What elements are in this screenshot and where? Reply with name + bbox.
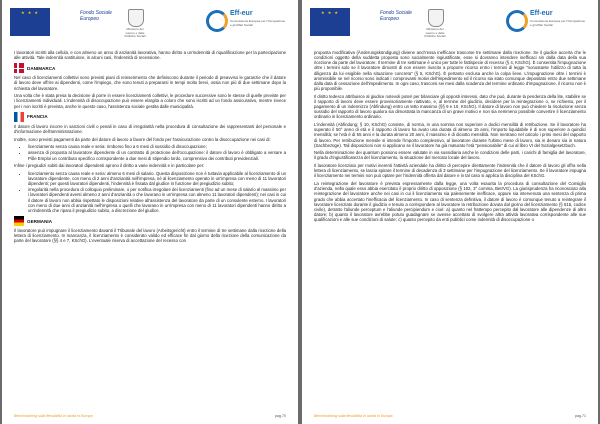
emblem-caption: Ministero del Lavoro e delle Politiche Sociali [424, 27, 446, 38]
section-germany [14, 216, 286, 226]
page-number: pag.71 [575, 414, 586, 418]
denmark-paragraph-1: Nel caso di licenziamenti collettivi sono previsti piani di reinserimento che definiscono durante il periodo di preavviso le garanzie che il datore di lavoro deve offrire ai dipendenti, come l'impiego, che sono tenuti a prepararsi in tempi molto brevi, ossia non più di due settimane dopo la richiesta del lavoratore. [14, 75, 286, 91]
section-title-germany: GERMANIA [27, 218, 53, 224]
germany-paragraph-reinstatement: La reintegrazione del lavoratore è prevista espressamente dalla legge, una volta esaurita la procedura di consultazione del Consiglio d'azienda, nella quale esso abbia esercitato il proprio diritto di opposizione (§ 102, 3° comma, BetrVG). La giurisprudenza ha riconosciuto alla reintegrazione del lavoratore anche nei casi in cui il licenziamento sia palesemente inefficace, oppure sia intervenuta una sentenza di prima grado che abbia accertato l'inefficacia del licenziamento. In caso di sentenza definitiva, il datore di lavoro è comunque tenuto a reintegrare il lavoratore licenziato durante il giudizio e tenuto a corrispondere al lavoratore la retribuzione dovuta dal giorno del licenziamento (§ 615, codice civile), detratto l'aliunde perceptum e l'aliunde percipiendum e cioè: a) quanto nel frattempo percepito dal lavoratore alle dipendenze di altro datore; b) quanto il lavoratore avrebbe potuto guadagnare se avesse accettato di svolgere altra attività lavorativa corrispondente alle sue qualificazioni e alle sue condizioni di salute; c) quanto percepito da enti pubblici come indennità di disoccupazione o [314, 181, 586, 223]
partner-logo [206, 8, 286, 36]
document-page-left [2, 0, 298, 424]
france-paragraph-2: Inoltre, sono previsti pagamenti da parte del datore di lavoro a favore del fondo per l'assicurazione contro la disoccupazione nei casi di: [14, 136, 271, 142]
germany-paragraph-1: Il lavoratore può impugnare il licenziamento davanti il Tribunale del lavoro (Arbeitsgericht) entro il termine di tre settimane dalla ricezione della lettera di licenziamento. In mancanza, il licenziamento è considerato valido ed efficace fin dal giorno della ricezione della comunicazione da parte del lavoratore (§§ 4 e 7, KSchG). L'eventuale riserva di accettazione del recesso con [14, 228, 286, 244]
germany-flag-icon [14, 216, 24, 226]
fse-logo-text: Fondo Sociale Europeo [380, 10, 412, 22]
eu-flag-logo [310, 8, 350, 36]
list-item: • irregolarità nella procedura di colloquio preliminare, o per notifica irregolare dei licenziamenti (fino ad un mese di salario al massimo per i lavoratori dipendenti aventi almeno 2 anni d'anzianità o che lavorano in un'impresa con almeno 11 lavoratori dipendenti); nei casi in cui il datore di lavoro non abbia rispettato le disposizioni relative all'assistenza del lavoratore da parte di un consulente esterno. I lavoratori con meno di due anni di anzianità nell'impresa o quelli che lavorano in un'impresa con meno di 11 lavoratori dipendenti hanno diritto a un'indennità che ripara il pregiudizio subito, a discrezione del giudice. [28, 187, 286, 213]
fse-logo [380, 10, 416, 34]
page-header [302, 2, 598, 42]
eu-logo-stars: ★ ★ ★ [21, 10, 39, 15]
intro-paragraph: I lavoratori iscritti alla cellula, e con almeno un anno di anzianità lavorativa, hanno diritto a un'indennità di riqualificazione per la partecipazione alle attività. Tale indennità sostituisce, in alcuni casi, l'indennità di recessione. [14, 50, 286, 61]
section-denmark [14, 63, 286, 73]
ministry-emblem-logo [420, 6, 450, 38]
page-body [14, 50, 286, 402]
partner-subtitle: Commissione Europea per l'Occupazione e gli Affari Sociali [530, 19, 586, 27]
emblem-shield-icon [428, 9, 444, 27]
section-title-france: FRANCIA [27, 114, 48, 120]
emblem-caption: Ministero del Lavoro e delle Politiche Sociali [124, 27, 146, 38]
germany-paragraph-quantum: Nella determinazione dei quantum possono essere valutate in via sussidiaria anche le condizioni delle parti, i carichi di famiglia del lavoratore, il grado d'ingiustificatezza del licenziamento, la situazione del mercato locale del lavoro. [314, 150, 586, 161]
section-france [14, 112, 286, 122]
ministry-emblem-logo [120, 6, 150, 38]
page-number: pag.70 [275, 414, 286, 418]
page-footer [14, 414, 286, 418]
footer-text: Benchmarking sulla flessibilità in uscita in Europa [314, 414, 393, 418]
partner-brand: Eff-eur [230, 10, 253, 17]
partner-subtitle: Commissione Europea per l'Occupazione e gli Affari Sociali [230, 19, 286, 27]
germany-paragraph-continued: proposta modificativa (Änderungskündigung) diviene anch'essa inefficace trascorse tre settimane dalla ricezione. Se il giudice accerta che le condizioni oggetto della suddetta proposta sono socialmente ingiustificate, esse si dovranno intendere inefficaci sin dalla data della sua ricezione da parte del lavoratore. Il termine di tre settimane è unico per tutte le fattispecie di recesso (§ 4, KSchG). È consentita l'impugnazione oltre i termini solo se il lavoratore dimostri di non essere riuscito a proporre ricorso entro i termini di legge "nonostante l'utilizzo di tutta la diligenza da lui esigibile nella situazione concreta" (§ 5, KSchG). È pertanto esclusa anche la colpa lieve. L'impugnazione oltre i termini è ammissibile se nel ricorso sono indicati i comprovanti motivi dell'impedimento ed il ricorso sia stato comunque depositato entro due settimane dalla data di cessazione dell'impedimento. In ogni caso, trascorsi sei mesi dalla scadenza del termine ordinario d'impugnazione, il ricorso non è più proponibile. [314, 50, 587, 92]
denmark-paragraph-2: Una volta che è stata presa la decisione di porre in essere licenziamenti collettivi, le procedure successive sono le stesse di quelle previste per i licenziamenti individuali. L'indennità di disoccupazione può essere elargita a coloro che sono iscritti ad un fondo assicurativo, mentre invece per i non iscritti è prevista, anche in questo caso, l'assistenza sociale gestita dalle municipalità. [14, 93, 286, 109]
section-title-denmark: DANIMARCA [27, 65, 56, 71]
france-flag-icon [14, 112, 24, 122]
france-paragraph-1: Il datore di lavoro incorre in sanzioni civili o penali in caso di irregolarità nella procedura di consultazione dei rappresentanti del personale e d'informazione dell'amministrazione. [14, 123, 286, 134]
fse-logo-text: Fondo Sociale Europeo [80, 10, 112, 22]
partner-mark-icon [506, 10, 528, 32]
partner-mark-icon [206, 10, 228, 32]
partner-brand: Eff-eur [530, 10, 553, 17]
footer-text: Benchmarking sulla flessibilità in uscita in Europa [14, 414, 93, 418]
document-page-right [302, 0, 598, 424]
germany-paragraph-indemnity: L'indennità (Abfindung; § 10, KSchG) consiste, di norma, in una somma non superiore a dodici mensilità di retribuzione. Se il lavoratore ha superato il 50° anno di età e il rapporto di lavoro ha avuto una durata di almeno 15 anni, l'importo liquidabile è di non superiore a quindici mensilità; se l'età è di 55 anni e la durata almeno 20 anni, il massimo è di diciotto mensilità. Non rientrano nel calcolo i primi mesi del rapporto di lavoro. Per retribuzione mensile si intende l'importo complessivo, al lavoratore durante l'ultimo mese di lavoro, sia in denaro sia in natura (Sachbezüge). Tali disposizioni non si applicano se il lavoratore ha già maturato l'età "pensionabile" di cui al libro VI del Sozialgesetzbuch. [314, 122, 586, 148]
emblem-shield-icon [128, 9, 144, 27]
list-item: • assenza di proposta al lavoratore dipendente di un contratto di protezione dell'occupazione: il datore di lavoro è obbligato a versare a Pôle Emploi un contributo specifico corrispondente a due mesi di stipendio lordo, comprensivo dei contributi previdenziali. [28, 150, 286, 160]
eu-logo-stars: ★ ★ ★ [321, 10, 339, 15]
denmark-flag-icon [14, 63, 24, 73]
eu-flag-logo [10, 8, 50, 36]
france-paragraph-3: Infine i pregiudizi subiti dai lavoratori dipendenti aprono il diritto a varie indennità e in particolare per: [14, 163, 205, 169]
partner-logo [506, 8, 586, 36]
germany-paragraph-judge-powers: Il diritto tedesco attribuisce al giudice notevoli poteri per bilanciare gli opposti interessi, dato che può, durante la pendenza della lite, stabilire se il rapporto di lavoro deve essere provvisoriamente riattivato, e, al termine del giudizio, decidere per la reintegrazione o, se richiesto, per il pagamento di un indennizzo (Abfindung) entro un tetto massimo (§§ 9 e 10, KSchG). Il datore di lavoro non può chiedere la risoluzione senza sussidio del rapporto di lavoro qualora sia dimostrata la mancanza di un grave motivo e non sia nemmeno possibile convertire il licenziamento ordinario in licenziamento ordinario. [314, 93, 586, 120]
france-list-1 [14, 144, 286, 160]
france-list-2 [14, 171, 286, 213]
page-body [314, 50, 586, 402]
page-footer [314, 414, 586, 418]
fse-logo [80, 10, 116, 34]
list-item: • licenziamento senza causa reale e seria: almeno 6 mesi di salario. Questa disposizione non è tuttavia applicabile al licenziamento di un lavoratore dipendente, con meno di 2 anni d'anzianità nell'impresa, né al licenziamento operato in un'impresa con meno di 11 lavoratori dipendenti; per questi lavoratori dipendenti, l'indennità è fissata dal giudice in funzione del pregiudizio subito; [28, 171, 286, 186]
germany-paragraph-economic-dismissal: Il lavoratore licenziato per motivi inerenti l'attività aziendale ha diritto di percepire direttamente l'indennità che il datore di lavoro gli offra nella lettera di licenziamento, se lascia spirare il termine di decadenza di 3 settimane per l'impugnazione del licenziamento. Se il lavoratore impugna il licenziamento nei termini non può optare per l'indennità offerta dal datore e in tal caso si applica la disciplina del KSchG. [314, 163, 586, 179]
page-header [2, 2, 298, 42]
list-item: • licenziamento senza causa reale e seria: rimborso fino a 6 mesi di sussidio di disoccupazione; [28, 144, 286, 149]
